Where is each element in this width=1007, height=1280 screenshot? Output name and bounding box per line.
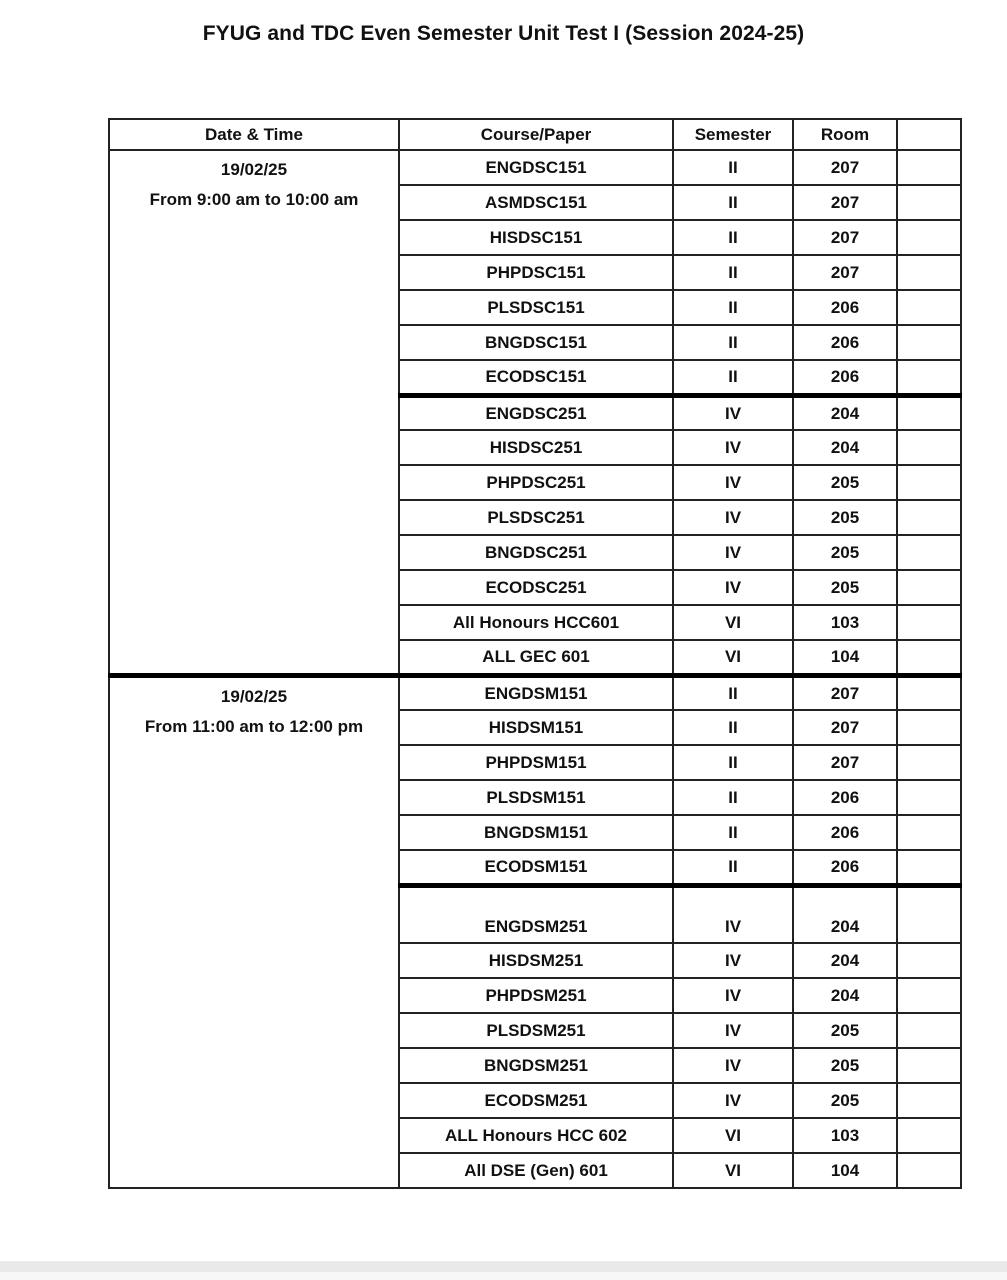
room-cell: 206	[793, 290, 897, 325]
semester-cell: II	[673, 850, 793, 885]
page-title: FYUG and TDC Even Semester Unit Test I (Session 2024-25)	[202, 22, 805, 45]
course-cell: PLSDSM151	[399, 780, 673, 815]
semester-cell: IV	[673, 885, 793, 943]
room-cell: 206	[793, 325, 897, 360]
room-cell: 205	[793, 1048, 897, 1083]
room-cell: 103	[793, 1118, 897, 1153]
room-cell: 205	[793, 500, 897, 535]
room-cell: 204	[793, 885, 897, 943]
empty-cell	[897, 1153, 961, 1188]
col-header-empty	[897, 119, 961, 150]
semester-cell: II	[673, 710, 793, 745]
room-cell: 207	[793, 710, 897, 745]
semester-cell: IV	[673, 430, 793, 465]
course-cell: BNGDSC151	[399, 325, 673, 360]
semester-cell: IV	[673, 943, 793, 978]
semester-cell: IV	[673, 1048, 793, 1083]
course-cell: All Honours HCC601	[399, 605, 673, 640]
semester-cell: IV	[673, 978, 793, 1013]
room-cell: 205	[793, 1013, 897, 1048]
room-cell: 206	[793, 850, 897, 885]
course-cell: HISDSC251	[399, 430, 673, 465]
semester-cell: II	[673, 185, 793, 220]
room-cell: 207	[793, 220, 897, 255]
semester-cell: IV	[673, 535, 793, 570]
empty-cell	[897, 745, 961, 780]
room-cell: 104	[793, 640, 897, 675]
course-cell: PLSDSC151	[399, 290, 673, 325]
semester-cell: II	[673, 290, 793, 325]
room-cell: 206	[793, 360, 897, 395]
semester-cell: IV	[673, 570, 793, 605]
date-time-cell	[109, 675, 399, 1188]
course-cell: ENGDSC151	[399, 150, 673, 185]
semester-cell: VI	[673, 640, 793, 675]
room-cell: 207	[793, 255, 897, 290]
empty-cell	[897, 885, 961, 943]
course-cell: HISDSM251	[399, 943, 673, 978]
room-cell: 206	[793, 780, 897, 815]
course-cell: PLSDSM251	[399, 1013, 673, 1048]
room-cell: 103	[793, 605, 897, 640]
course-cell: ENGDSM251	[399, 885, 673, 943]
semester-cell: VI	[673, 1153, 793, 1188]
room-cell: 204	[793, 978, 897, 1013]
room-cell: 207	[793, 675, 897, 710]
empty-cell	[897, 1013, 961, 1048]
semester-cell: II	[673, 150, 793, 185]
semester-cell: IV	[673, 500, 793, 535]
course-cell: ASMDSC151	[399, 185, 673, 220]
room-cell: 104	[793, 1153, 897, 1188]
semester-cell: II	[673, 745, 793, 780]
semester-cell: II	[673, 360, 793, 395]
semester-cell: II	[673, 325, 793, 360]
empty-cell	[897, 850, 961, 885]
viewer-bottom-strip	[0, 1261, 1007, 1272]
empty-cell	[897, 675, 961, 710]
exam-time: From 9:00 am to 10:00 am	[149, 190, 359, 209]
semester-cell: II	[673, 675, 793, 710]
course-cell: ECODSM251	[399, 1083, 673, 1118]
course-cell: HISDSM151	[399, 710, 673, 745]
course-cell: ENGDSC251	[399, 395, 673, 430]
course-cell: All DSE (Gen) 601	[399, 1153, 673, 1188]
room-cell: 205	[793, 535, 897, 570]
table-row	[109, 150, 961, 185]
room-cell: 205	[793, 465, 897, 500]
empty-cell	[897, 255, 961, 290]
course-cell: BNGDSM251	[399, 1048, 673, 1083]
course-cell: HISDSC151	[399, 220, 673, 255]
course-cell: ALL GEC 601	[399, 640, 673, 675]
semester-cell: II	[673, 255, 793, 290]
empty-cell	[897, 710, 961, 745]
empty-cell	[897, 1048, 961, 1083]
semester-cell: IV	[673, 395, 793, 430]
empty-cell	[897, 325, 961, 360]
col-header-course-paper: Course/Paper	[399, 119, 673, 150]
col-header-semester: Semester	[673, 119, 793, 150]
empty-cell	[897, 150, 961, 185]
course-cell: ENGDSM151	[399, 675, 673, 710]
empty-cell	[897, 640, 961, 675]
exam-schedule-table	[108, 118, 962, 1189]
exam-date: 19/02/25	[220, 160, 288, 179]
course-cell: PHPDSC251	[399, 465, 673, 500]
semester-cell: VI	[673, 605, 793, 640]
room-cell: 207	[793, 745, 897, 780]
empty-cell	[897, 978, 961, 1013]
table-row	[109, 675, 961, 710]
room-cell: 204	[793, 430, 897, 465]
empty-cell	[897, 360, 961, 395]
empty-cell	[897, 943, 961, 978]
semester-cell: IV	[673, 1013, 793, 1048]
exam-time: From 11:00 am to 12:00 pm	[144, 716, 364, 736]
empty-cell	[897, 395, 961, 430]
room-cell: 204	[793, 943, 897, 978]
empty-cell	[897, 570, 961, 605]
empty-cell	[897, 780, 961, 815]
room-cell: 207	[793, 150, 897, 185]
empty-cell	[897, 290, 961, 325]
empty-cell	[897, 535, 961, 570]
course-cell: PHPDSM151	[399, 745, 673, 780]
course-cell: ECODSM151	[399, 850, 673, 885]
semester-cell: II	[673, 220, 793, 255]
semester-cell: VI	[673, 1118, 793, 1153]
empty-cell	[897, 815, 961, 850]
date-time-cell	[109, 150, 399, 675]
course-cell: ECODSC251	[399, 570, 673, 605]
course-cell: PHPDSM251	[399, 978, 673, 1013]
course-cell: PLSDSC251	[399, 500, 673, 535]
col-header-room: Room	[793, 119, 897, 150]
empty-cell	[897, 430, 961, 465]
semester-cell: IV	[673, 1083, 793, 1118]
room-cell: 205	[793, 1083, 897, 1118]
course-cell: BNGDSM151	[399, 815, 673, 850]
table-header-row	[109, 119, 961, 150]
exam-date: 19/02/25	[220, 686, 288, 706]
empty-cell	[897, 605, 961, 640]
semester-cell: IV	[673, 465, 793, 500]
room-cell: 205	[793, 570, 897, 605]
empty-cell	[897, 1118, 961, 1153]
viewer-bottom-edge	[0, 1272, 1007, 1280]
room-cell: 204	[793, 395, 897, 430]
empty-cell	[897, 500, 961, 535]
room-cell: 206	[793, 815, 897, 850]
course-cell: ECODSC151	[399, 360, 673, 395]
col-header-date-time: Date & Time	[109, 119, 399, 150]
course-cell: ALL Honours HCC 602	[399, 1118, 673, 1153]
empty-cell	[897, 185, 961, 220]
empty-cell	[897, 220, 961, 255]
semester-cell: II	[673, 815, 793, 850]
course-cell: BNGDSC251	[399, 535, 673, 570]
empty-cell	[897, 1083, 961, 1118]
course-cell: PHPDSC151	[399, 255, 673, 290]
room-cell: 207	[793, 185, 897, 220]
semester-cell: II	[673, 780, 793, 815]
empty-cell	[897, 465, 961, 500]
